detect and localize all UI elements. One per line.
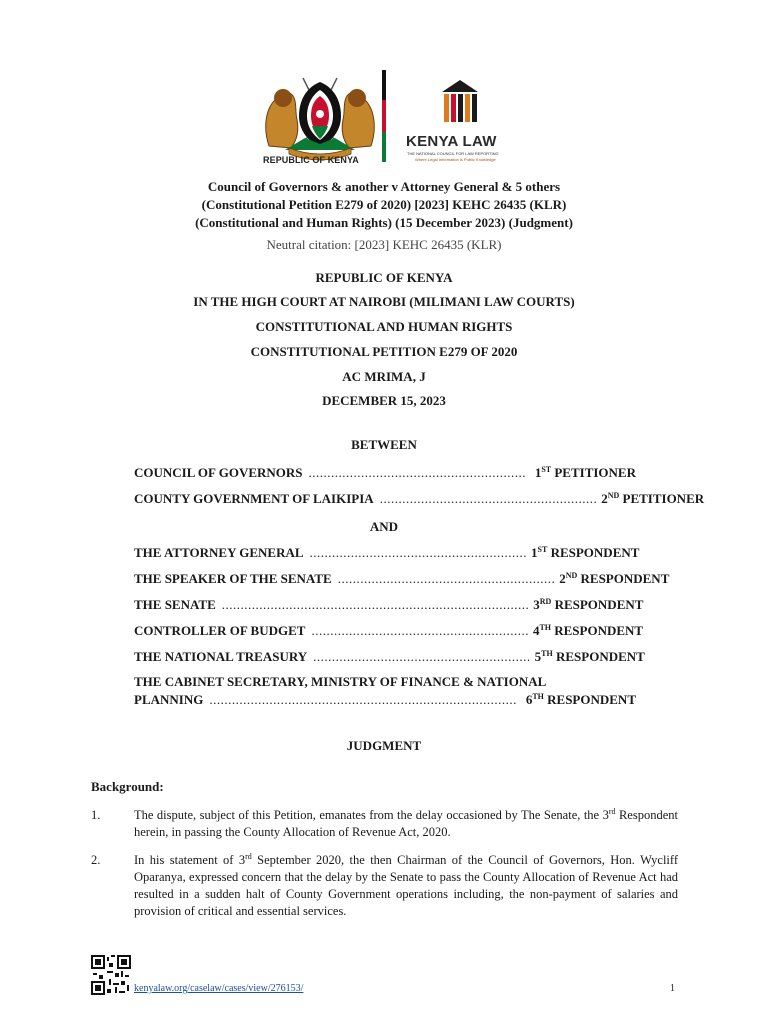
party-row-multiline <box>134 673 636 691</box>
party-name: THE SENATE <box>134 597 216 612</box>
party-name-line: THE CABINET SECRETARY, MINISTRY OF FINANCE & NATIONAL <box>134 674 547 689</box>
party-role: 6TH RESPONDENT <box>525 692 636 707</box>
party-row <box>134 648 645 665</box>
page-number: 1 <box>670 983 675 994</box>
kenya-law-subtitle: THE NATIONAL COUNCIL FOR LAW REPORTING <box>407 151 499 156</box>
coat-label: REPUBLIC OF KENYA <box>263 155 359 165</box>
party-role: 2ND RESPONDENT <box>559 571 670 586</box>
between-heading: BETWEEN <box>351 437 417 452</box>
flag-divider <box>382 70 386 162</box>
paragraph-text: The dispute, subject of this Petition, emanates from the delay occasioned by The Senate, the 3rd Respondent herein, in passing the County Allocation of Revenue Act, 2020. <box>134 807 678 839</box>
case-title-line: (Constitutional Petition E279 of 2020) [2023] KEHC 26435 (KLR) <box>201 197 567 212</box>
heading-court: IN THE HIGH COURT AT NAIROBI (MILIMANI LAW COURTS) <box>193 294 575 309</box>
party-name: PLANNING <box>134 692 204 707</box>
dot-leader: .................................................................................. <box>209 692 517 707</box>
party-role: 5TH RESPONDENT <box>534 649 645 664</box>
coat-of-arms-icon <box>255 68 385 168</box>
dot-leader: .......................................................... <box>337 571 556 586</box>
and-heading: AND <box>369 519 399 534</box>
paragraph-text: In his statement of 3rd September 2020, the then Chairman of the Council of Governors, Hon. Wycliff Oparanya, expressed concern that the delay by the Senate to pass the County Allocation of Revenue Act had resulted in a sudden halt of County Government operations including, the non-payment of salaries and provision of critical and essential services. <box>134 852 678 918</box>
case-url-link[interactable]: kenyalaw.org/caselaw/cases/view/276153/ <box>134 983 304 994</box>
dot-leader: .................................................................................. <box>221 597 530 612</box>
kenya-law-logo-icon <box>440 76 480 124</box>
heading-date: DECEMBER 15, 2023 <box>322 393 446 408</box>
numbered-paragraph <box>91 852 678 920</box>
party-role: 2ND PETITIONER <box>601 491 705 506</box>
kenya-law-name: KENYA LAW <box>406 133 497 150</box>
party-name: CONTROLLER OF BUDGET <box>134 623 306 638</box>
party-role: 3RD RESPONDENT <box>533 597 644 612</box>
judgment-heading: JUDGMENT <box>346 738 422 753</box>
party-role: 4TH RESPONDENT <box>532 623 644 638</box>
party-name: THE NATIONAL TREASURY <box>134 649 308 664</box>
party-row <box>134 490 705 507</box>
heading-petition: CONSTITUTIONAL PETITION E279 OF 2020 <box>250 344 518 359</box>
heading-judge: AC MRIMA, J <box>342 369 426 384</box>
background-heading: Background: <box>91 779 164 794</box>
header-logos <box>255 68 515 168</box>
dot-leader: .......................................................... <box>309 545 528 560</box>
party-role: 1ST PETITIONER <box>534 465 636 480</box>
case-title <box>60 178 708 232</box>
party-row <box>134 544 640 561</box>
party-row <box>134 691 636 708</box>
party-name: THE SPEAKER OF THE SENATE <box>134 571 332 586</box>
party-name: THE ATTORNEY GENERAL <box>134 545 304 560</box>
paragraph-number: 1. <box>91 808 101 822</box>
case-title-line: (Constitutional and Human Rights) (15 December 2023) (Judgment) <box>195 215 573 230</box>
kenya-law-tagline: Where Legal Information is Public Knowledge <box>415 157 496 162</box>
qr-code-icon <box>91 955 131 995</box>
heading-division: CONSTITUTIONAL AND HUMAN RIGHTS <box>255 319 513 334</box>
party-row <box>134 596 644 613</box>
numbered-paragraph <box>91 807 678 841</box>
party-row <box>134 622 644 639</box>
case-title-line: Council of Governors & another v Attorney General & 5 others <box>207 179 561 194</box>
dot-leader: .......................................................... <box>379 491 598 506</box>
dot-leader: .......................................................... <box>311 623 529 638</box>
party-name: COUNCIL OF GOVERNORS <box>134 465 303 480</box>
party-row <box>134 570 670 587</box>
neutral-citation: Neutral citation: [2023] KEHC 26435 (KLR) <box>266 237 502 252</box>
party-role: 1ST RESPONDENT <box>531 545 640 560</box>
party-row <box>134 464 636 481</box>
dot-leader: .......................................................... <box>308 465 527 480</box>
heading-republic: REPUBLIC OF KENYA <box>315 270 453 285</box>
party-name: COUNTY GOVERNMENT OF LAIKIPIA <box>134 491 374 506</box>
paragraph-number: 2. <box>91 853 101 867</box>
dot-leader: .......................................................... <box>313 649 531 664</box>
